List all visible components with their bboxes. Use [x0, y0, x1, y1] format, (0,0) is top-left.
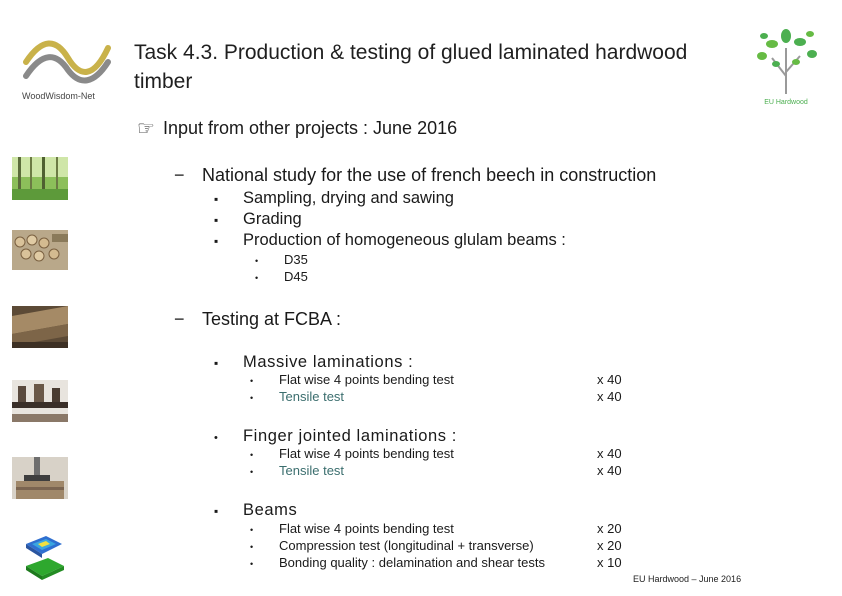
grade-item [255, 252, 308, 267]
lab-photo [12, 380, 68, 422]
test-group-label-text: Finger jointed laminations : [243, 427, 457, 445]
dot-bullet-icon: • [255, 256, 259, 266]
test-count: x 40 [597, 389, 622, 404]
test-count: x 20 [597, 521, 622, 536]
slide-title: Task 4.3. Production & testing of glued laminated hardwood timber [134, 41, 688, 93]
study-item-text: Sampling, drying and sawing [243, 189, 454, 207]
tree-logo-icon [750, 26, 822, 96]
timber-photo [12, 306, 68, 348]
footer-text: EU Hardwood – June 2016 [633, 574, 742, 584]
national-study-heading [174, 165, 656, 186]
logs-photo [12, 230, 68, 270]
input-line [137, 116, 457, 141]
test-count: x 40 [597, 372, 622, 387]
dot-bullet-icon: • [250, 467, 254, 477]
fem-model-image [12, 530, 68, 580]
forest-photo [12, 157, 68, 200]
dot-bullet-icon: • [250, 559, 254, 569]
test-name: Tensile test [279, 389, 345, 404]
test-count: x 10 [597, 555, 622, 570]
test-group-label [214, 353, 413, 372]
test-count: x 40 [597, 463, 622, 478]
national-study-heading-text: National study for the use of french beech in construction [202, 165, 657, 185]
test-row [250, 555, 630, 570]
woodwisdom-logo [22, 32, 112, 101]
study-item-text: Production of homogeneous glulam beams : [243, 231, 566, 249]
logo-caption: EU Hardwood [764, 99, 808, 106]
dot-bullet-icon: • [250, 393, 254, 403]
study-item [214, 210, 302, 229]
dot-bullet-icon: • [250, 542, 254, 552]
testing-heading-text: Testing at FCBA : [202, 309, 342, 329]
test-rig-photo [12, 457, 68, 499]
test-name: Compression test (longitudinal + transverse) [279, 538, 534, 553]
grade-item-text: D45 [284, 269, 308, 284]
test-group-label-text: Beams [243, 501, 298, 519]
square-bullet-icon: ▪ [214, 504, 219, 518]
test-row [250, 446, 630, 461]
test-count: x 40 [597, 446, 622, 461]
test-row [250, 463, 630, 478]
grade-item [255, 269, 308, 284]
logo-text: WoodWisdom-Net [22, 91, 95, 101]
dot-bullet-icon: • [214, 432, 219, 444]
dot-bullet-icon: • [250, 376, 254, 386]
test-name: Tensile test [279, 463, 345, 478]
study-item [214, 189, 454, 208]
input-line-text: Input from other projects : June 2016 [162, 118, 458, 138]
test-group-label [214, 501, 297, 520]
wave-logo-icon [22, 32, 112, 84]
test-row [250, 538, 630, 553]
test-row [250, 521, 630, 536]
square-bullet-icon: ▪ [214, 356, 219, 370]
test-name: Flat wise 4 points bending test [279, 372, 454, 387]
eu-hardwood-logo [750, 26, 822, 106]
test-row [250, 372, 630, 387]
study-item [214, 231, 566, 250]
grade-item-text: D35 [284, 252, 308, 267]
square-bullet-icon: ▪ [214, 192, 219, 206]
test-name: Flat wise 4 points bending test [279, 521, 454, 536]
square-bullet-icon: ▪ [214, 213, 219, 227]
pointing-hand-icon: ☞ [137, 118, 155, 140]
dash-bullet: − [174, 165, 185, 185]
test-count: x 20 [597, 538, 622, 553]
dash-bullet: − [174, 309, 185, 329]
dot-bullet-icon: • [250, 450, 254, 460]
test-group-label-text: Massive laminations : [243, 353, 414, 371]
test-row [250, 389, 630, 404]
square-bullet-icon: ▪ [214, 234, 219, 248]
test-name: Flat wise 4 points bending test [279, 446, 454, 461]
dot-bullet-icon: • [255, 273, 259, 283]
study-item-text: Grading [243, 210, 302, 228]
dot-bullet-icon: • [250, 525, 254, 535]
testing-heading [174, 309, 341, 330]
test-group-label [214, 427, 457, 446]
test-name: Bonding quality : delamination and shear tests [279, 555, 545, 570]
